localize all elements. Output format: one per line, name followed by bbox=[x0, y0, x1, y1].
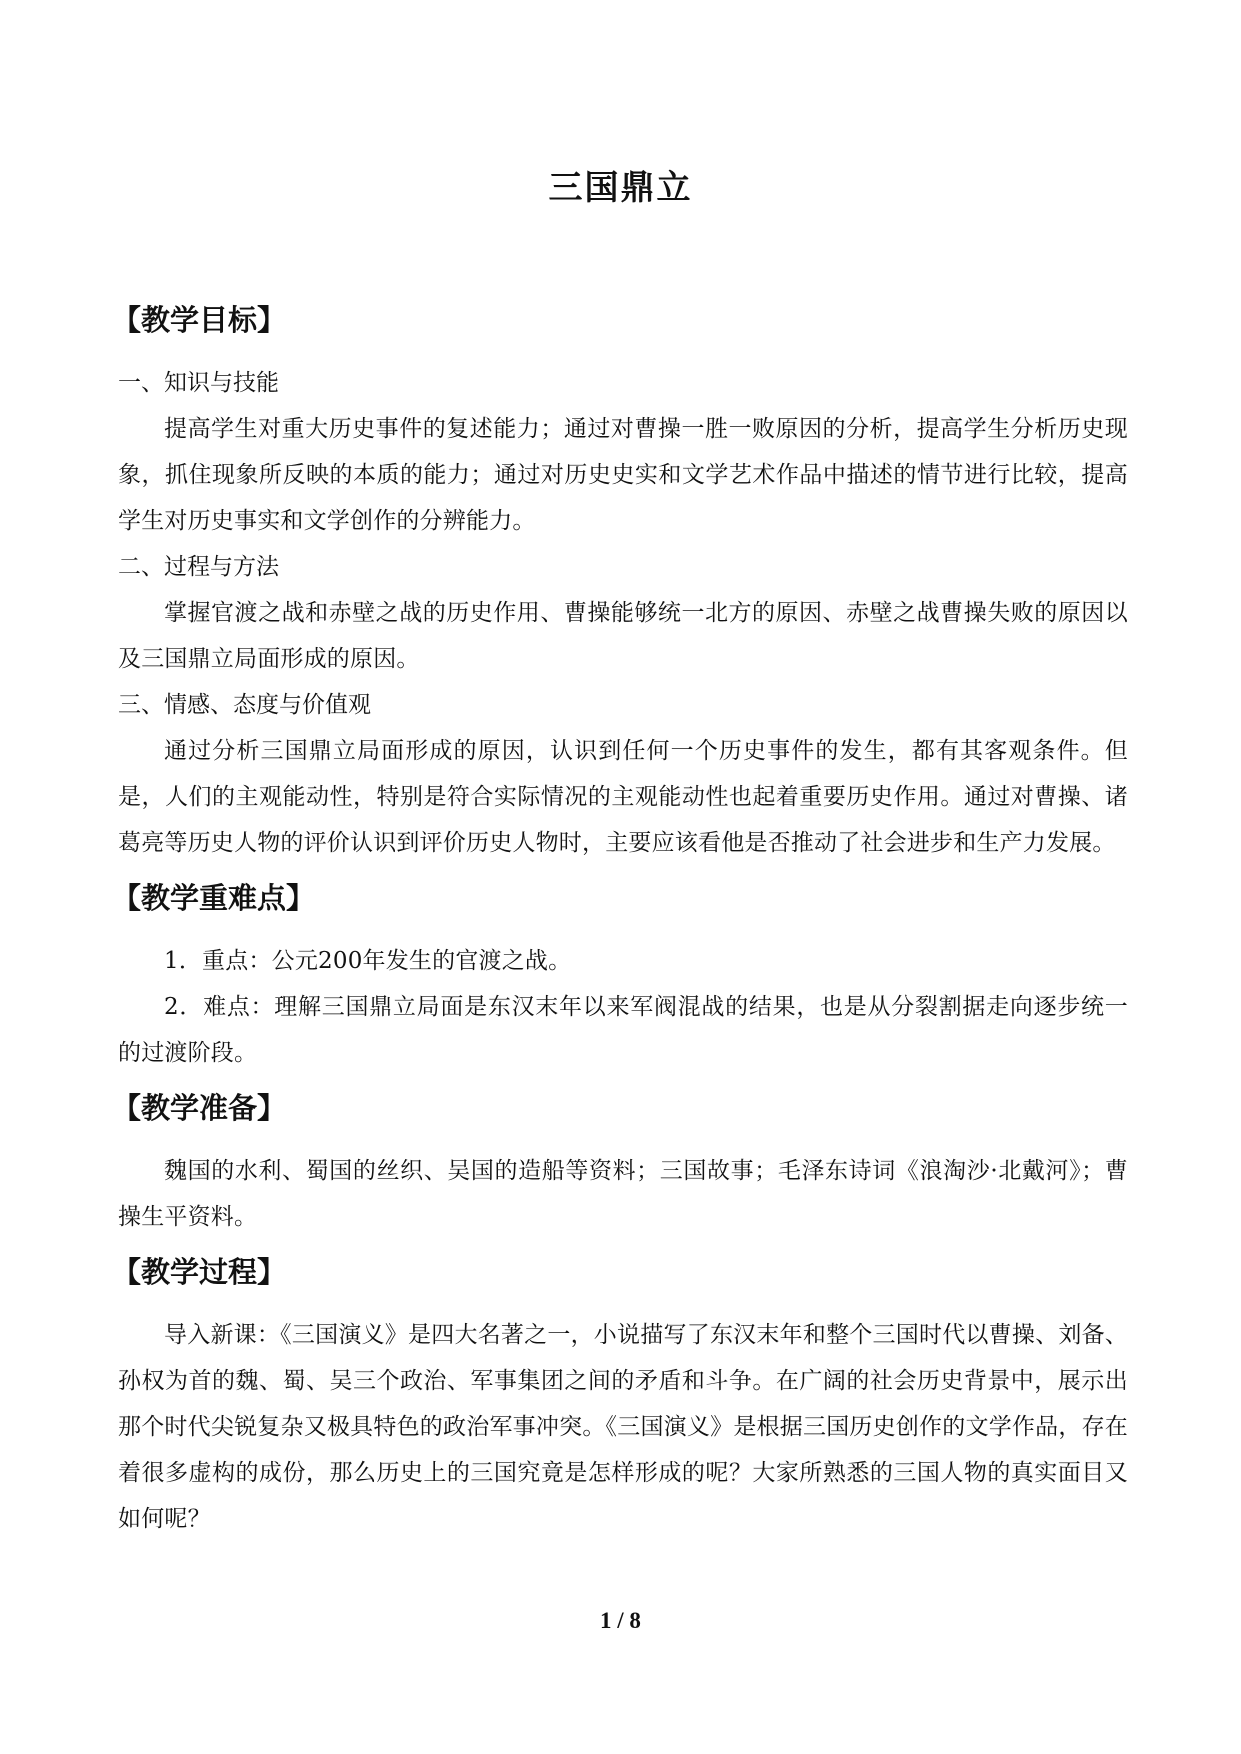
section-heading-preparation: 【教学准备】 bbox=[112, 1091, 287, 1125]
subheading-knowledge-skills: 一、知识与技能 bbox=[118, 370, 279, 396]
paragraph-process-methods: 掌握官渡之战和赤壁之战的历史作用、曹操能够统一北方的原因、赤壁之战曹操失败的原因以及三国鼎立局面形成的原因。 bbox=[118, 600, 1128, 672]
paragraph-knowledge-skills: 提高学生对重大历史事件的复述能力；通过对曹操一胜一败原因的分析，提高学生分析历史现象，抓住现象所反映的本质的能力；通过对历史史实和文学艺术作品中描述的情节进行比较，提高学生对历史事实和文学创作的分辨能力。 bbox=[118, 416, 1128, 534]
section-heading-objectives: 【教学目标】 bbox=[112, 303, 287, 337]
document-title: 三国鼎立 bbox=[548, 168, 693, 208]
section-heading-process: 【教学过程】 bbox=[112, 1255, 287, 1289]
page-number: 1 / 8 bbox=[600, 1608, 641, 1633]
paragraph-introduction: 导入新课：《三国演义》是四大名著之一，小说描写了东汉末年和整个三国时代以曹操、刘备、孙权为首的魏、蜀、吴三个政治、军事集团之间的矛盾和斗争。在广阔的社会历史背景中，展示出那个时代尖锐复杂又极具特色的政治军事冲突。《三国演义》是根据三国历史创作的文学作品，存在着很多虚构的成份，那么历史上的三国究竟是怎样形成的呢？大家所熟悉的三国人物的真实面目又如何呢？ bbox=[118, 1322, 1128, 1532]
subheading-process-methods: 二、过程与方法 bbox=[118, 554, 279, 580]
paragraph-emotion-values: 通过分析三国鼎立局面形成的原因，认识到任何一个历史事件的发生，都有其客观条件。但是，人们的主观能动性，特别是符合实际情况的主观能动性也起着重要历史作用。通过对曹操、诸葛亮等历史人物的评价认识到评价历史人物时，主要应该看他是否推动了社会进步和生产力发展。 bbox=[118, 738, 1128, 856]
paragraph-preparation: 魏国的水利、蜀国的丝织、吴国的造船等资料；三国故事；毛泽东诗词《浪淘沙·北戴河》；曹操生平资料。 bbox=[118, 1158, 1128, 1230]
section-heading-key-points: 【教学重难点】 bbox=[112, 881, 316, 915]
document-body bbox=[112, 298, 1128, 1542]
key-point-difficulty: 2．难点：理解三国鼎立局面是东汉末年以来军阀混战的结果，也是从分裂割据走向逐步统一的过渡阶段。 bbox=[118, 994, 1128, 1066]
subheading-emotion-values: 三、情感、态度与价值观 bbox=[118, 692, 371, 718]
key-point-focus: 1．重点：公元200年发生的官渡之战。 bbox=[164, 948, 572, 974]
